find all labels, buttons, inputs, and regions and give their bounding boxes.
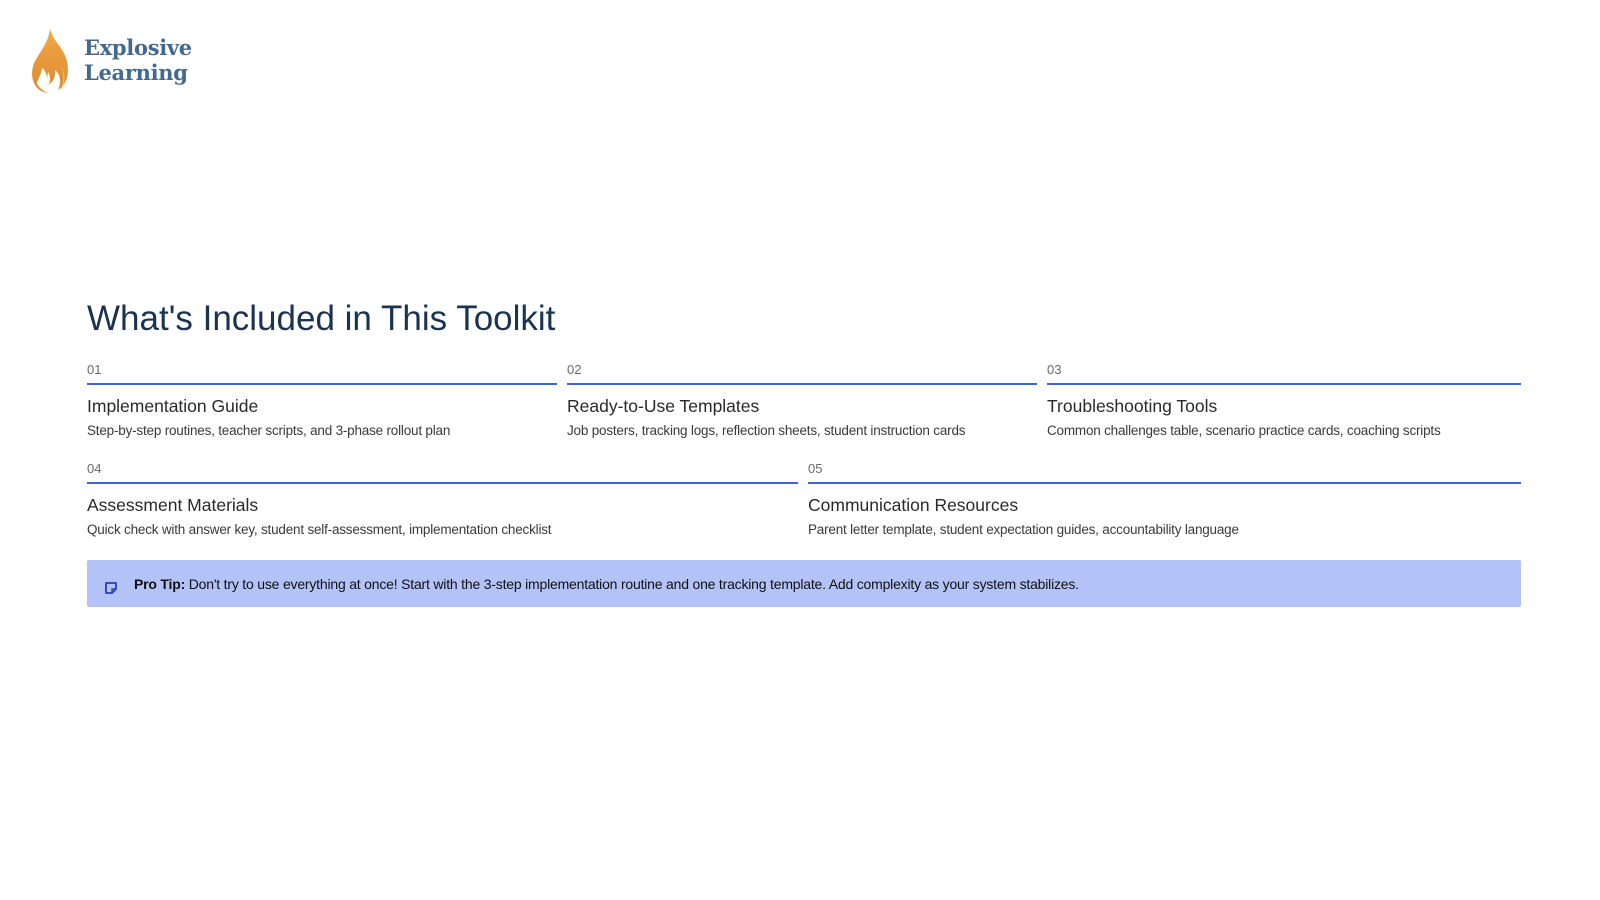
flame-icon (28, 26, 74, 94)
brand-logo (28, 26, 192, 94)
toolkit-item-01 (87, 362, 557, 440)
toolkit-item-02 (567, 362, 1037, 440)
item-number: 01 (87, 362, 102, 377)
item-description: Step-by-step routines, teacher scripts, and 3-phase rollout plan (87, 423, 451, 438)
item-divider (87, 383, 557, 385)
item-divider (87, 482, 798, 484)
brand-name (84, 35, 192, 85)
pro-tip-text (134, 575, 1079, 593)
brand-name-line2: Learning (84, 60, 188, 85)
item-number: 03 (1047, 362, 1062, 377)
brand-name-line1: Explosive (84, 35, 192, 60)
toolkit-item-05 (808, 461, 1521, 539)
item-divider (1047, 383, 1521, 385)
page-title: What's Included in This Toolkit (87, 299, 556, 338)
item-number: 05 (808, 461, 823, 476)
item-title: Assessment Materials (87, 495, 259, 515)
item-divider (808, 482, 1521, 484)
item-title: Ready-to-Use Templates (567, 396, 760, 416)
item-description: Common challenges table, scenario practice cards, coaching scripts (1047, 423, 1441, 438)
toolkit-item-04 (87, 461, 798, 539)
item-number: 04 (87, 461, 102, 476)
item-number: 02 (567, 362, 582, 377)
item-title: Implementation Guide (87, 396, 259, 416)
note-icon (104, 581, 118, 595)
item-divider (567, 383, 1037, 385)
pro-tip-body: Don't try to use everything at once! Start with the 3-step implementation routine and one tracking template. Add complexity as your system stabilizes. (188, 575, 1079, 592)
pro-tip-callout (87, 560, 1521, 607)
item-description: Job posters, tracking logs, reflection sheets, student instruction cards (567, 423, 966, 438)
pro-tip-label: Pro Tip: (134, 575, 186, 592)
item-title: Troubleshooting Tools (1047, 396, 1218, 416)
item-title: Communication Resources (808, 495, 1019, 515)
item-description: Quick check with answer key, student self-assessment, implementation checklist (87, 522, 552, 537)
item-description: Parent letter template, student expectation guides, accountability language (808, 522, 1239, 537)
toolkit-item-03 (1047, 362, 1521, 440)
